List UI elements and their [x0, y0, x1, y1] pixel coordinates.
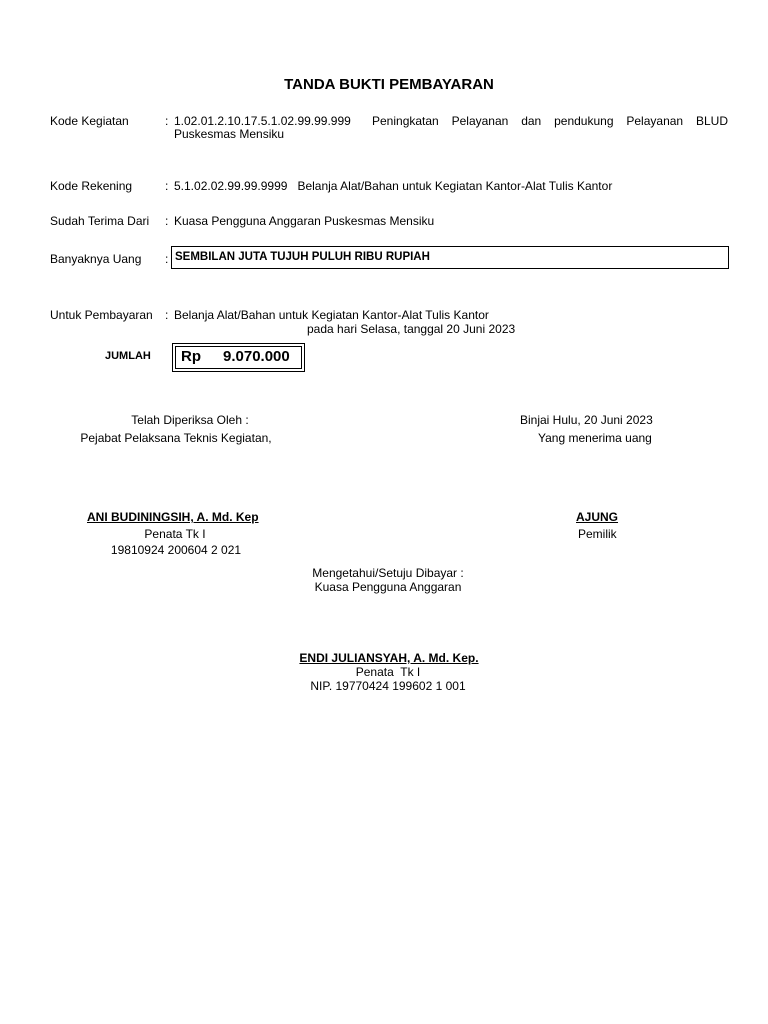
approver-title: Kuasa Pengguna Anggaran: [314, 580, 462, 594]
total-currency: Rp: [181, 348, 201, 365]
sudah-terima-dari-colon: :: [165, 214, 169, 228]
banyaknya-uang-label: Banyaknya Uang: [50, 252, 142, 266]
total-amount: 9.070.000: [223, 348, 290, 365]
checked-by-label: Telah Diperiksa Oleh :: [131, 413, 249, 427]
checker-nip: 19810924 200604 2 021: [110, 543, 242, 557]
untuk-pembayaran-value: Belanja Alat/Bahan untuk Kegiatan Kantor-Alat Tulis Kantor: [174, 308, 489, 322]
banyaknya-uang-colon: :: [165, 252, 169, 266]
approval-label: Mengetahui/Setuju Dibayar :: [312, 566, 464, 580]
sudah-terima-dari-label: Sudah Terima Dari: [50, 214, 150, 228]
receiver-role: Pemilik: [578, 527, 617, 541]
kode-rekening-colon: :: [165, 179, 169, 193]
untuk-pembayaran-label: Untuk Pembayaran: [50, 308, 153, 322]
checker-name: ANI BUDININGSIH, A. Md. Kep: [87, 510, 259, 524]
kode-rekening-label: Kode Rekening: [50, 179, 133, 193]
jumlah-label: JUMLAH: [105, 350, 151, 362]
receiver-name: AJUNG: [576, 510, 619, 524]
kode-kegiatan-description-line2: Puskesmas Mensiku: [174, 127, 285, 141]
approver-name: ENDI JULIANSYAH, A. Md. Kep.: [299, 651, 479, 665]
kode-kegiatan-code: 1.02.01.2.10.17.5.1.02.99.99.999: [174, 114, 351, 128]
kode-kegiatan-description: Peningkatan Pelayanan dan pendukung Pelayanan BLUD: [372, 114, 728, 128]
approver-nip: NIP. 19770424 199602 1 001: [310, 679, 466, 693]
kode-rekening-value: 5.1.02.02.99.99.9999 Belanja Alat/Bahan untuk Kegiatan Kantor-Alat Tulis Kantor: [174, 179, 613, 193]
checker-rank: Penata Tk I: [144, 527, 206, 541]
approver-rank: Penata Tk I: [355, 665, 421, 679]
place-and-date: Binjai Hulu, 20 Juni 2023: [520, 413, 653, 427]
untuk-pembayaran-date: pada hari Selasa, tanggal 20 Juni 2023: [307, 322, 516, 336]
receiver-title: Yang menerima uang: [538, 431, 652, 445]
sudah-terima-dari-value: Kuasa Pengguna Anggaran Puskesmas Mensiku: [174, 214, 435, 228]
kode-kegiatan-colon: :: [165, 114, 169, 128]
document-title: TANDA BUKTI PEMBAYARAN: [284, 76, 494, 93]
amount-in-words: SEMBILAN JUTA TUJUH PULUH RIBU RUPIAH: [175, 251, 430, 263]
kode-kegiatan-label: Kode Kegiatan: [50, 114, 129, 128]
checker-title: Pejabat Pelaksana Teknis Kegiatan,: [80, 431, 272, 445]
untuk-pembayaran-colon: :: [165, 308, 169, 322]
